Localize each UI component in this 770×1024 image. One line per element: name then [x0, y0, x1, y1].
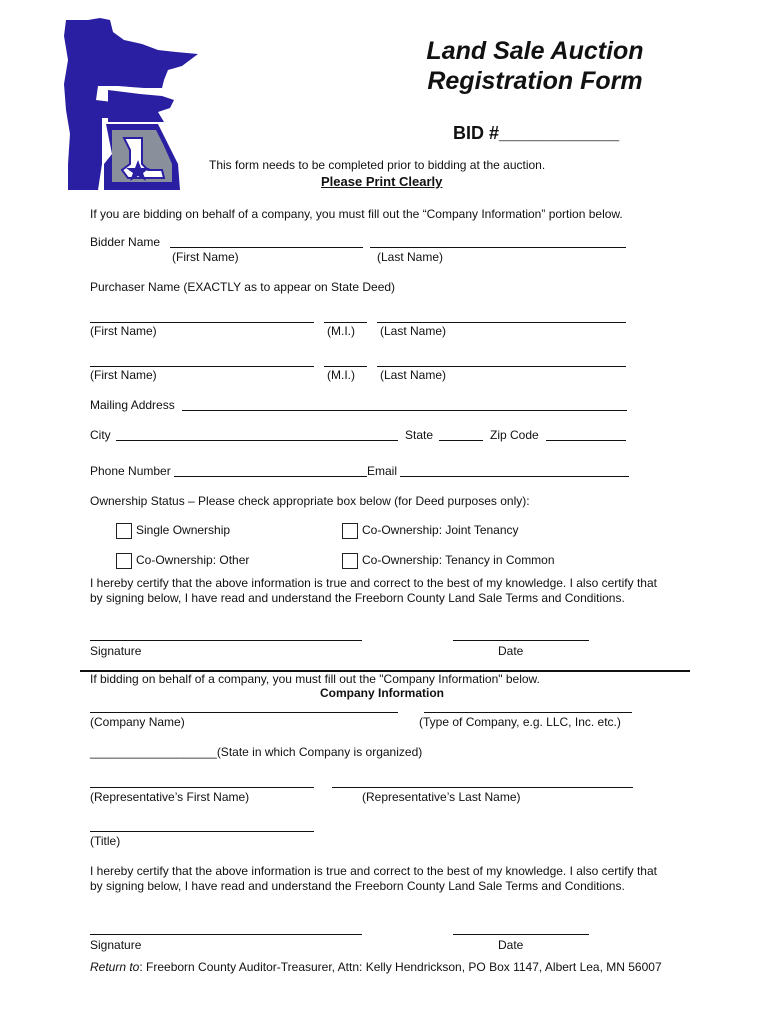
tenancy-in-common-checkbox[interactable]: [342, 553, 358, 569]
state-label: State: [405, 428, 434, 442]
phone-field[interactable]: [174, 476, 367, 477]
purchaser-2-first-field[interactable]: [90, 366, 314, 367]
purchaser-1-first-field[interactable]: [90, 322, 314, 323]
phone-label: Phone Number: [90, 464, 171, 478]
single-ownership-checkbox[interactable]: [116, 523, 132, 539]
certification-text-2: I hereby certify that the above information is true and correct to the best of my knowledge. I also certify that by signing below, I have read and understand the Freeborn County Land Sale Terms and Conditions.: [90, 864, 657, 893]
form-title-line1: Land Sale Auction: [426, 37, 644, 65]
bidder-last-caption: (Last Name): [377, 250, 444, 264]
title-field[interactable]: [90, 831, 314, 832]
ownership-status-label: Ownership Status – Please check appropriate box below (for Deed purposes only):: [90, 494, 530, 508]
co-ownership-other-label: Co-Ownership: Other: [136, 553, 250, 567]
company-state-field[interactable]: ___________________: [90, 745, 217, 759]
return-address: [90, 960, 662, 974]
purchaser-1-first-caption: (First Name): [90, 324, 157, 338]
purchaser-1-mi-field[interactable]: [324, 322, 367, 323]
city-label: City: [90, 428, 111, 442]
zip-label: Zip Code: [490, 428, 539, 442]
date-caption-1: Date: [498, 644, 524, 658]
title-caption: (Title): [90, 834, 121, 848]
company-intro: If you are bidding on behalf of a company, you must fill out the “Company Information” portion below.: [90, 207, 623, 221]
date-field-1[interactable]: [453, 640, 589, 641]
rep-last-caption: (Representative’s Last Name): [362, 790, 521, 804]
minnesota-fc-logo-icon: [58, 14, 208, 194]
purchaser-1-last-caption: (Last Name): [380, 324, 447, 338]
bid-number[interactable]: BID #____________: [453, 123, 620, 143]
company-info-heading: Company Information: [320, 686, 445, 700]
certification-text-1: I hereby certify that the above information is true and correct to the best of my knowledge. I also certify that by signing below, I have read and understand the Freeborn County Land Sale Terms and Conditions.: [90, 576, 657, 605]
company-name-field[interactable]: [90, 712, 398, 713]
date-field-2[interactable]: [453, 934, 589, 935]
purchaser-1-last-field[interactable]: [377, 322, 626, 323]
purchaser-2-last-field[interactable]: [377, 366, 626, 367]
state-field[interactable]: [439, 440, 483, 441]
tenancy-in-common-label: Co-Ownership: Tenancy in Common: [362, 553, 555, 567]
co-ownership-other-checkbox[interactable]: [116, 553, 132, 569]
bidder-last-name-field[interactable]: [370, 247, 626, 248]
rep-last-name-field[interactable]: [332, 787, 633, 788]
company-state-caption: (State in which Company is organized): [216, 745, 423, 759]
mailing-address-field[interactable]: [182, 410, 627, 411]
signature-caption-1: Signature: [90, 644, 142, 658]
purchaser-2-mi-field[interactable]: [324, 366, 367, 367]
purchaser-1-mi-caption: (M.I.): [327, 324, 355, 338]
joint-tenancy-checkbox[interactable]: [342, 523, 358, 539]
rep-first-name-field[interactable]: [90, 787, 314, 788]
bidder-first-name-field[interactable]: [170, 247, 363, 248]
return-to-label: Return to: [90, 960, 140, 974]
single-ownership-label: Single Ownership: [136, 523, 231, 537]
company-state-row: [90, 745, 422, 759]
form-title-line2: Registration Form: [427, 67, 643, 95]
rep-first-caption: (Representative’s First Name): [90, 790, 250, 804]
company-type-field[interactable]: [424, 712, 632, 713]
return-address-text: : Freeborn County Auditor-Treasurer, Attn: Kelly Hendrickson, PO Box 1147, Albert Lea, MN 56007: [139, 960, 662, 974]
signature-field-1[interactable]: [90, 640, 362, 641]
date-caption-2: Date: [498, 938, 524, 952]
purchaser-name-label: Purchaser Name (EXACTLY as to appear on State Deed): [90, 280, 396, 294]
mailing-address-label: Mailing Address: [90, 398, 175, 412]
joint-tenancy-label: Co-Ownership: Joint Tenancy: [362, 523, 519, 537]
city-field[interactable]: [116, 440, 398, 441]
print-clearly: Please Print Clearly: [321, 174, 443, 189]
company-type-caption: (Type of Company, e.g. LLC, Inc. etc.): [419, 715, 621, 729]
purchaser-2-last-caption: (Last Name): [380, 368, 447, 382]
completion-notice: This form needs to be completed prior to bidding at the auction.: [209, 158, 546, 172]
company-name-caption: (Company Name): [90, 715, 185, 729]
company-section-intro: If bidding on behalf of a company, you must fill out the "Company Information" below.: [90, 672, 540, 686]
bidder-name-label: Bidder Name: [90, 235, 161, 249]
purchaser-2-mi-caption: (M.I.): [327, 368, 355, 382]
zip-field[interactable]: [546, 440, 626, 441]
email-field[interactable]: [400, 476, 629, 477]
email-label: Email: [367, 464, 398, 478]
signature-field-2[interactable]: [90, 934, 362, 935]
purchaser-2-first-caption: (First Name): [90, 368, 157, 382]
bidder-first-caption: (First Name): [172, 250, 239, 264]
signature-caption-2: Signature: [90, 938, 142, 952]
